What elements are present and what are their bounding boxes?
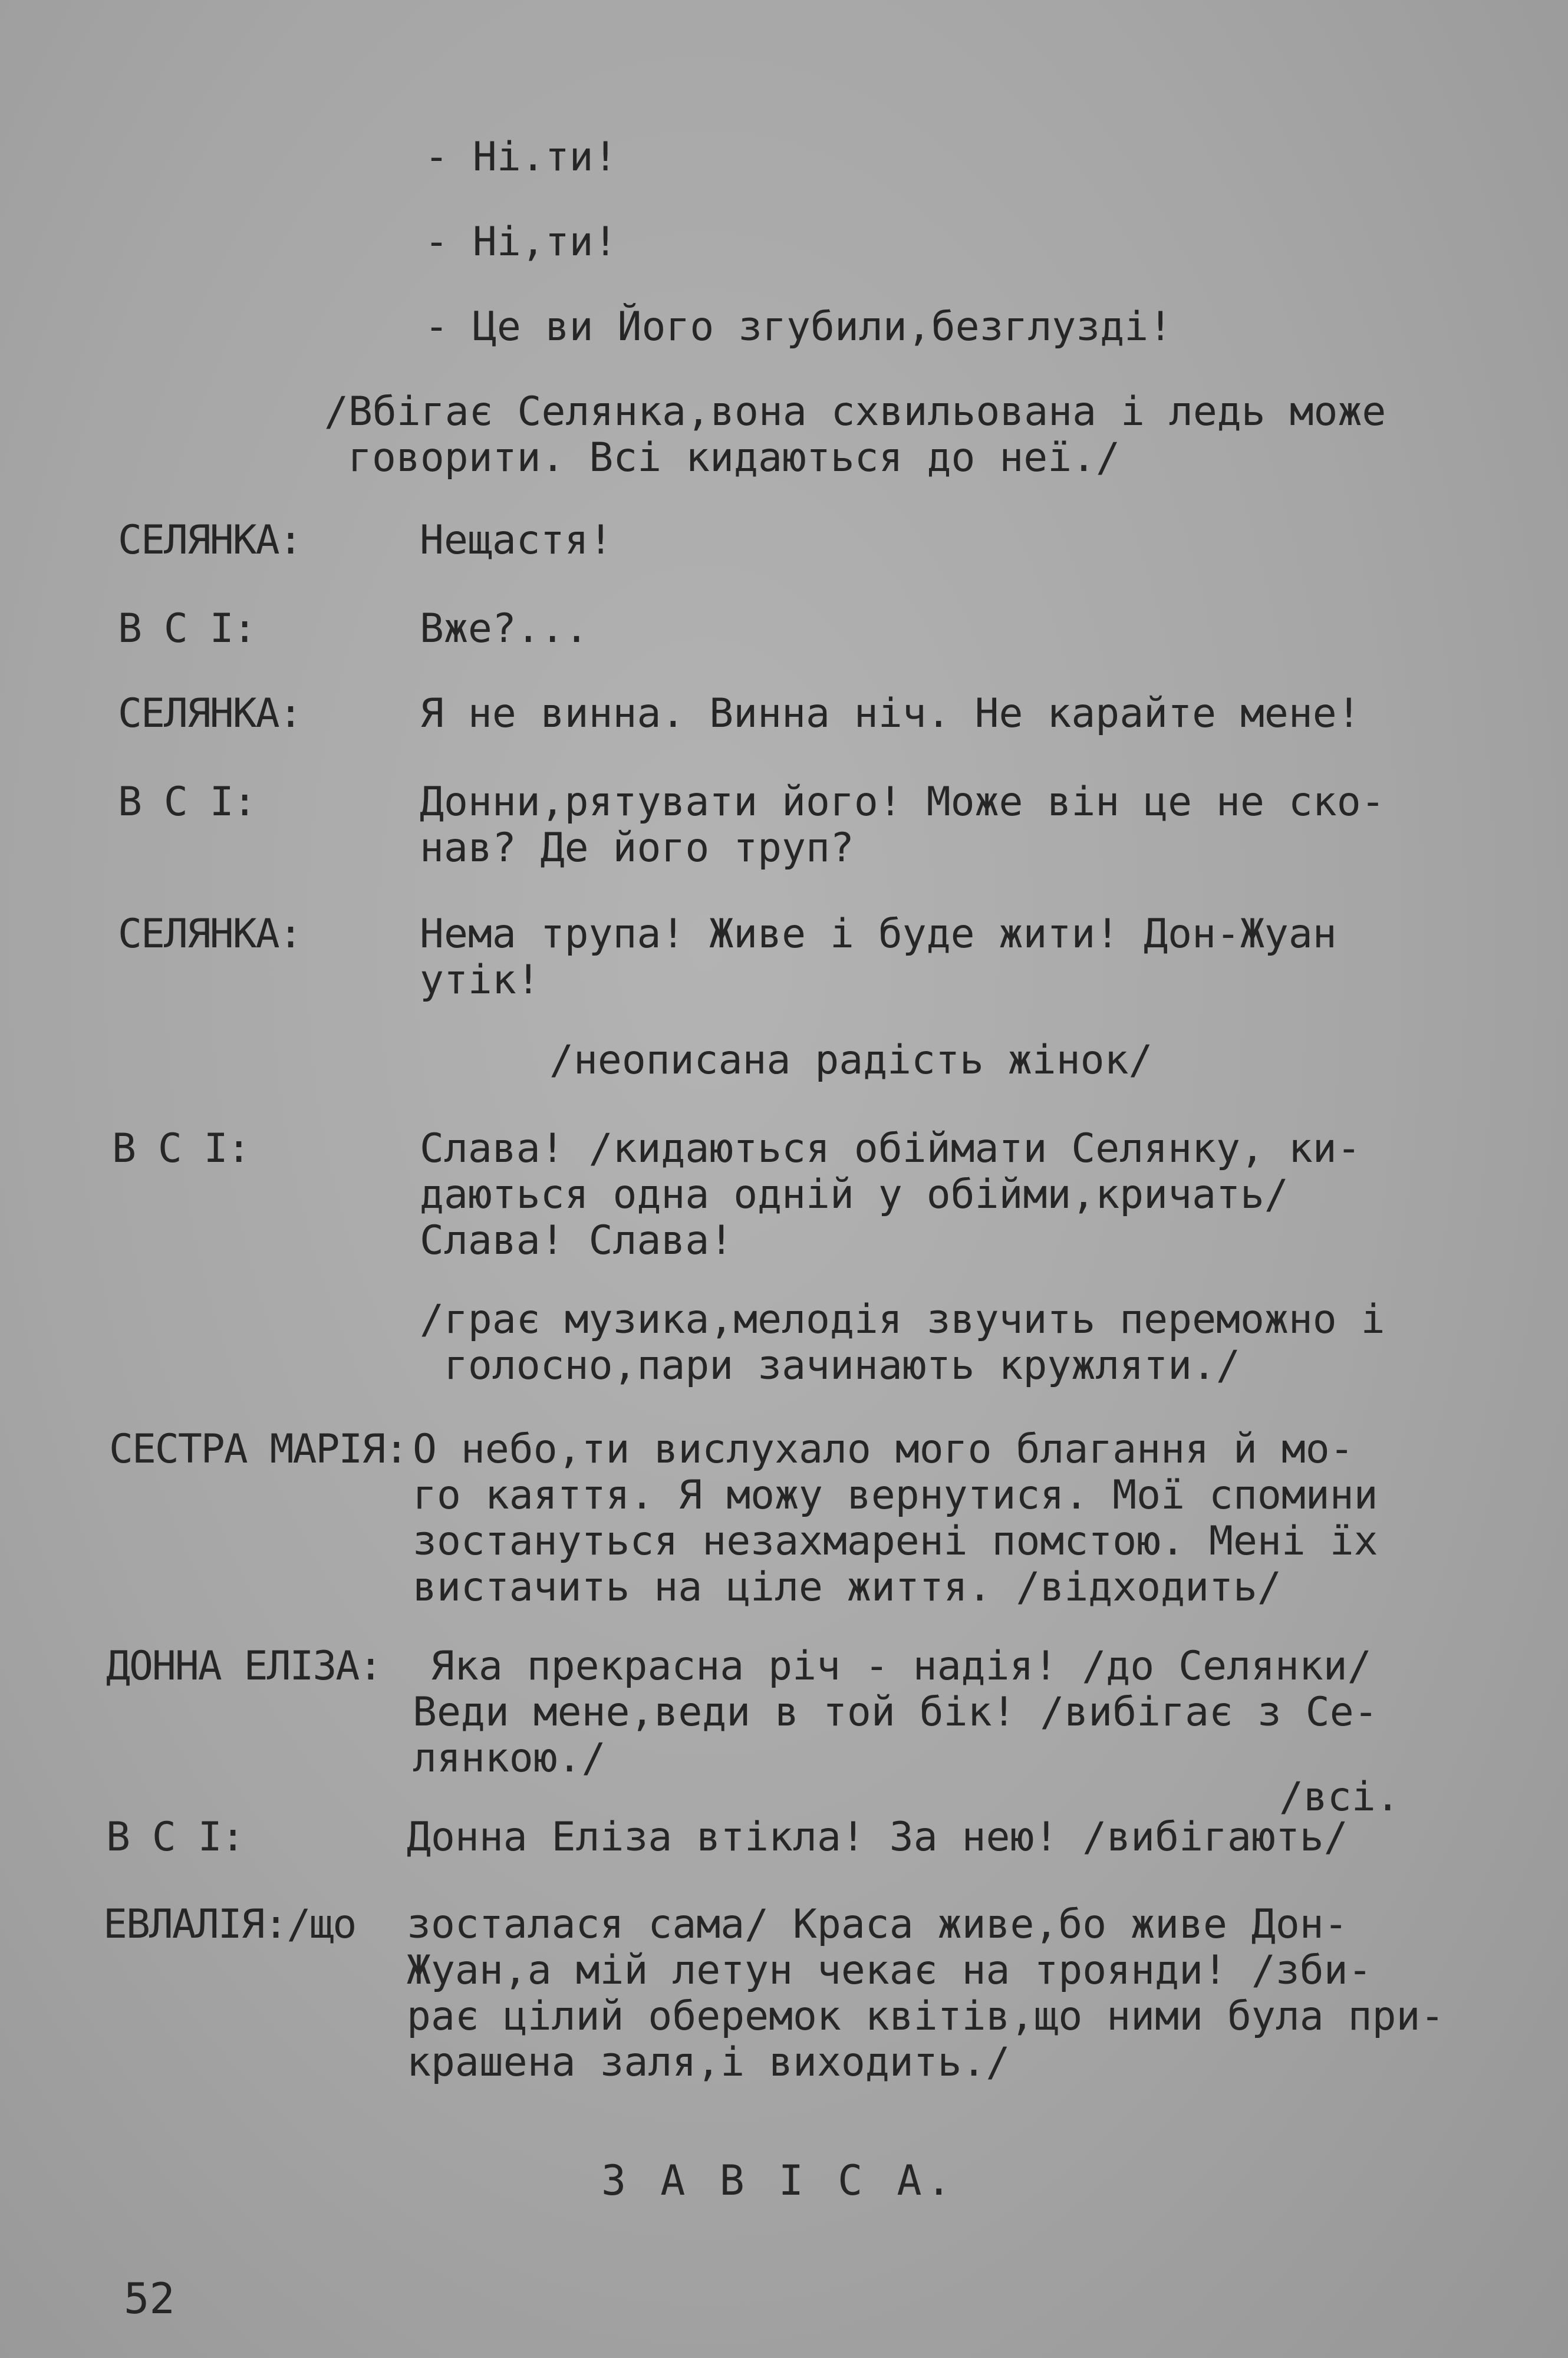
stage-direction: /неописана радість жінок/ xyxy=(549,1037,1153,1084)
dialogue-block xyxy=(420,911,1337,1003)
dialogue-line: даються одна одній у обійми,кричать/ xyxy=(420,1171,1289,1218)
dialogue-line: нав? Де його труп? xyxy=(420,825,854,871)
speaker-name: В С І: xyxy=(106,1814,244,1860)
stage-direction-line: /Вбігає Селянка,вона схвильована і ледь може xyxy=(324,388,1386,435)
dialogue-line: зосталася сама/ Краса живе,бо живе Дон- xyxy=(407,1901,1348,1948)
speaker-name: СЕЛЯНКА: xyxy=(118,690,302,737)
dialogue-line: Жуан,а мій летун чекає на троянди! /зби- xyxy=(407,1947,1372,1994)
dialogue-line: го каяття. Я можу вернутися. Мої спомини xyxy=(413,1472,1378,1519)
page-number: 52 xyxy=(124,2274,175,2323)
dialogue-line: Донни,рятувати його! Може він це не ско- xyxy=(420,779,1385,825)
dialogue-block xyxy=(407,1902,1444,2086)
stage-direction xyxy=(420,1297,1385,1389)
dialogue-block xyxy=(413,1427,1378,1611)
dialogue-line: Слава! /кидаються обіймати Селянку, ки- xyxy=(420,1125,1361,1172)
stage-direction xyxy=(324,389,1386,481)
stage-direction-note: /всі. xyxy=(1279,1774,1400,1820)
dialogue-line: - Це ви Його згубили,безглузді! xyxy=(424,304,1173,350)
stage-direction-line: говорити. Всі кидаються до неї./ xyxy=(348,434,1121,481)
stage-direction-line: /грає музика,мелодія звучить переможно і xyxy=(420,1296,1385,1343)
speaker-name: В С І: xyxy=(112,1125,250,1172)
dialogue-line: вистачить на ціле життя. /відходить/ xyxy=(413,1564,1282,1611)
dialogue-block xyxy=(413,1644,1378,1781)
dialogue-block xyxy=(420,1126,1361,1264)
dialogue-line: Слава! Слава! xyxy=(420,1217,734,1264)
dialogue-line: Нещастя! xyxy=(420,517,613,564)
dialogue-line: О небо,ти вислухало мого благання й мо- xyxy=(413,1426,1354,1473)
dialogue-line: - Ні,ти! xyxy=(424,219,618,265)
dialogue-line: Донна Еліза втікла! За нею! /вибігають/ xyxy=(407,1814,1348,1860)
dialogue-line: крашена заля,і виходить./ xyxy=(407,2039,1010,2086)
dialogue-block xyxy=(420,779,1385,871)
dialogue-line: зостануться незахмарені помстою. Мені їх xyxy=(413,1518,1378,1565)
dialogue-line: Вже?... xyxy=(420,605,589,652)
dialogue-line: Я не винна. Винна ніч. Не карайте мене! xyxy=(420,690,1361,737)
dialogue-line: Нема трупа! Живе і буде жити! Дон-Жуан xyxy=(420,911,1337,957)
speaker-name: В С І: xyxy=(118,779,256,825)
dialogue-line: - Ні.ти! xyxy=(424,134,618,180)
speaker-name: В С І: xyxy=(118,605,256,652)
dialogue-line: Веди мене,веди в той бік! /вибігає з Се- xyxy=(413,1689,1378,1735)
dialogue-line: рає цілий оберемок квітів,що ними була при- xyxy=(407,1993,1445,2040)
speaker-name: ЕВЛАЛІЯ:/що xyxy=(103,1901,356,1948)
speaker-name: ДОННА ЕЛІЗА: xyxy=(106,1643,382,1690)
dialogue-line: Яка прекрасна річ - надія! /до Селянки/ xyxy=(430,1643,1372,1690)
curtain-heading: З А В І С А. xyxy=(601,2156,956,2205)
dialogue-line: лянкою./ xyxy=(413,1735,606,1781)
stage-direction-line: голосно,пари зачинають кружляти./ xyxy=(420,1342,1240,1389)
speaker-name: СЕСТРА МАРІЯ: xyxy=(109,1426,408,1473)
speaker-name: СЕЛЯНКА: xyxy=(118,911,302,957)
dialogue-line: утік! xyxy=(420,957,541,1003)
speaker-name: СЕЛЯНКА: xyxy=(118,517,302,564)
